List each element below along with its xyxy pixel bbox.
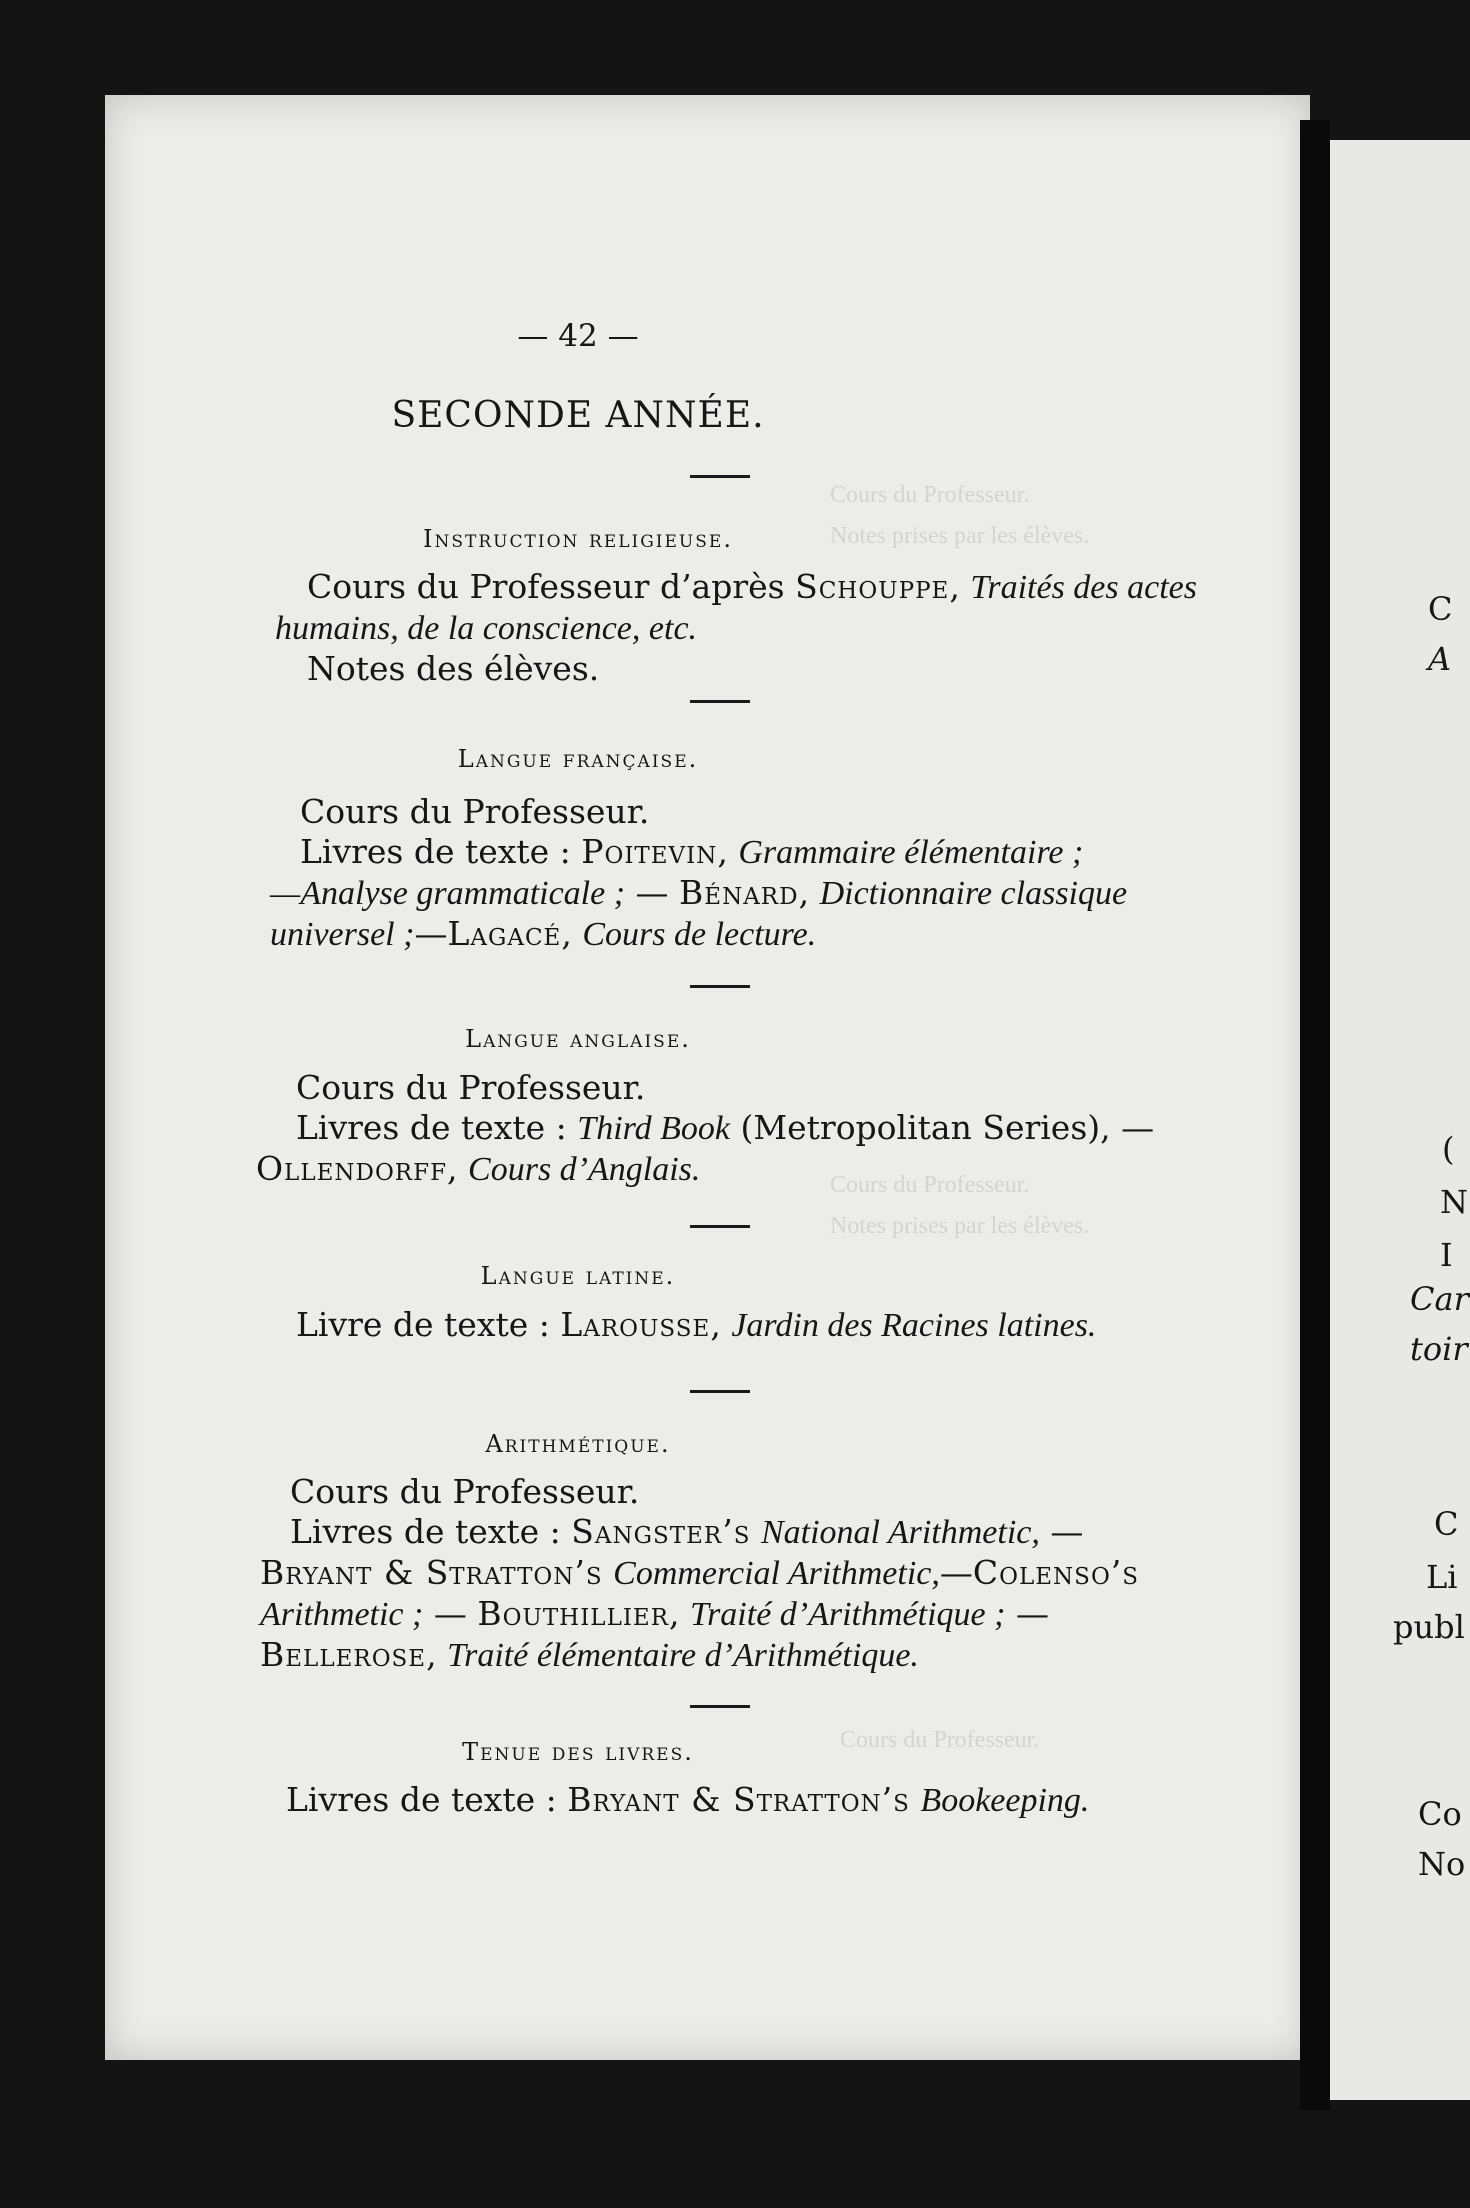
book-title: Bookeeping. — [920, 1782, 1090, 1819]
text-segment: , — [561, 914, 583, 953]
adjacent-page-fragment: Car — [1410, 1280, 1469, 1318]
ghost-line: Cours du Professeur. — [830, 482, 1030, 508]
text-segment: Livres de texte : — [286, 1780, 568, 1819]
section-body — [296, 1305, 1096, 1346]
text-segment: Cours du Professeur. — [290, 1472, 640, 1511]
text-line — [300, 792, 1127, 832]
page-title: SECONDE ANNÉE. — [391, 395, 765, 436]
text-segment — [750, 1512, 761, 1551]
author-name: Colenso’s — [972, 1553, 1140, 1592]
text-segment: Cours du Professeur. — [300, 792, 650, 831]
section-heading: Instruction religieuse. — [423, 525, 733, 553]
adjacent-page-fragment: publ — [1393, 1608, 1465, 1646]
text-line — [275, 608, 1197, 649]
section-body — [275, 567, 1197, 689]
author-name: Schouppe — [795, 567, 950, 606]
text-line — [260, 1635, 1139, 1676]
adjacent-page-fragment: A — [1428, 640, 1452, 678]
book-title: Third Book — [577, 1110, 730, 1147]
text-segment: Cours du Professeur. — [296, 1068, 646, 1107]
book-title: Dictionnaire classique — [819, 875, 1128, 912]
author-name: Bénard — [679, 873, 799, 912]
text-line — [296, 1108, 1154, 1149]
text-line — [300, 832, 1127, 873]
text-line — [256, 1149, 1154, 1190]
text-segment: Livre de texte : — [296, 1305, 561, 1344]
book-title: Cours d’Anglais. — [468, 1151, 701, 1188]
text-segment: Livres de texte : — [300, 832, 582, 871]
author-name: Bryant & Stratton’s — [567, 1780, 910, 1819]
text-segment: — — [1005, 1594, 1049, 1633]
book-title: Grammaire élémentaire ; — [738, 834, 1084, 871]
book-title: humains, de la conscience, etc. — [275, 610, 698, 647]
adjacent-page-fragment: C — [1428, 590, 1453, 628]
author-name: Bouthillier — [477, 1594, 670, 1633]
book-title: Traités des actes — [970, 569, 1197, 606]
text-line — [307, 649, 1197, 689]
text-segment: , — [798, 873, 820, 912]
ghost-line: Cours du Professeur. — [840, 1727, 1040, 1753]
author-name: Lagacé — [447, 914, 562, 953]
text-segment: — — [423, 1594, 478, 1633]
author-name: Bryant & Stratton’s — [260, 1553, 603, 1592]
section-body — [256, 1068, 1155, 1190]
text-segment: Livres de texte : — [296, 1108, 578, 1147]
book-title: universel ; — [270, 916, 415, 953]
section-divider — [690, 700, 750, 703]
section-body — [286, 1780, 1089, 1821]
text-segment: — — [625, 873, 680, 912]
text-line — [296, 1305, 1096, 1346]
book-title: Traité élémentaire d’Arithmétique. — [447, 1637, 919, 1674]
book-title: Jardin des Racines latines. — [731, 1307, 1097, 1344]
author-name: Bellerose — [260, 1635, 427, 1674]
text-segment: Cours du Professeur d’après — [307, 567, 796, 606]
author-name: Ollendorff — [256, 1149, 448, 1188]
text-line — [290, 1512, 1139, 1553]
author-name: Sangster’s — [571, 1512, 751, 1551]
ghost-line: Cours du Professeur. — [830, 1172, 1030, 1198]
text-segment: , — [447, 1149, 469, 1188]
page-number: — 42 — — [517, 318, 639, 354]
text-segment: , — [949, 567, 971, 606]
text-line — [270, 873, 1127, 914]
text-segment: — — [939, 1553, 973, 1592]
text-line — [290, 1472, 1139, 1512]
text-line — [260, 1594, 1139, 1635]
text-segment: Notes des élèves. — [307, 649, 600, 688]
section-heading: Langue latine. — [480, 1262, 676, 1290]
adjacent-page-fragment: Co — [1418, 1795, 1462, 1833]
ghost-line: Notes prises par les élèves. — [830, 1212, 1090, 1239]
adjacent-page-fragment: I — [1440, 1236, 1453, 1274]
adjacent-page-fragment: ( — [1442, 1130, 1455, 1168]
text-segment: , — [710, 1305, 732, 1344]
text-segment — [603, 1553, 614, 1592]
text-line — [286, 1780, 1089, 1821]
adjacent-page-fragment: N — [1440, 1183, 1468, 1221]
text-segment — [910, 1780, 921, 1819]
text-segment: — — [414, 914, 448, 953]
book-title: National Arithmetic, — [760, 1514, 1040, 1551]
section-divider — [690, 1225, 750, 1228]
section-heading: Langue anglaise. — [465, 1025, 691, 1053]
title-divider — [690, 475, 750, 478]
text-line — [307, 567, 1197, 608]
author-name: Larousse — [560, 1305, 711, 1344]
text-segment: — — [1039, 1512, 1084, 1551]
adjacent-page-fragment: Li — [1426, 1558, 1458, 1596]
section-heading: Tenue des livres. — [462, 1738, 694, 1766]
text-segment: (Metropolitan Series), — — [729, 1108, 1155, 1147]
section-body — [270, 792, 1128, 955]
section-body — [260, 1472, 1140, 1676]
text-segment: , — [669, 1594, 691, 1633]
text-segment: , — [426, 1635, 448, 1674]
text-segment: , — [717, 832, 739, 871]
adjacent-page-fragment: No — [1418, 1845, 1466, 1883]
section-heading: Langue française. — [457, 745, 699, 773]
book-title: —Analyse grammaticale ; — [270, 875, 626, 912]
text-line — [296, 1068, 1154, 1108]
text-line — [270, 914, 1127, 955]
adjacent-page-fragment: C — [1434, 1505, 1459, 1543]
adjacent-page-fragment: toir — [1410, 1330, 1468, 1368]
author-name: Poitevin — [581, 832, 718, 871]
book-title: Commercial Arithmetic, — [613, 1555, 940, 1592]
section-divider — [690, 985, 750, 988]
book-title: Arithmetic ; — [260, 1596, 424, 1633]
text-line — [260, 1553, 1139, 1594]
text-segment: Livres de texte : — [290, 1512, 572, 1551]
ghost-line: Notes prises par les élèves. — [830, 522, 1090, 549]
book-title: Cours de lecture. — [582, 916, 817, 953]
section-divider — [690, 1705, 750, 1708]
section-heading: Arithmétique. — [485, 1430, 671, 1458]
section-divider — [690, 1390, 750, 1393]
book-title: Traité d’Arithmétique ; — [690, 1596, 1006, 1633]
